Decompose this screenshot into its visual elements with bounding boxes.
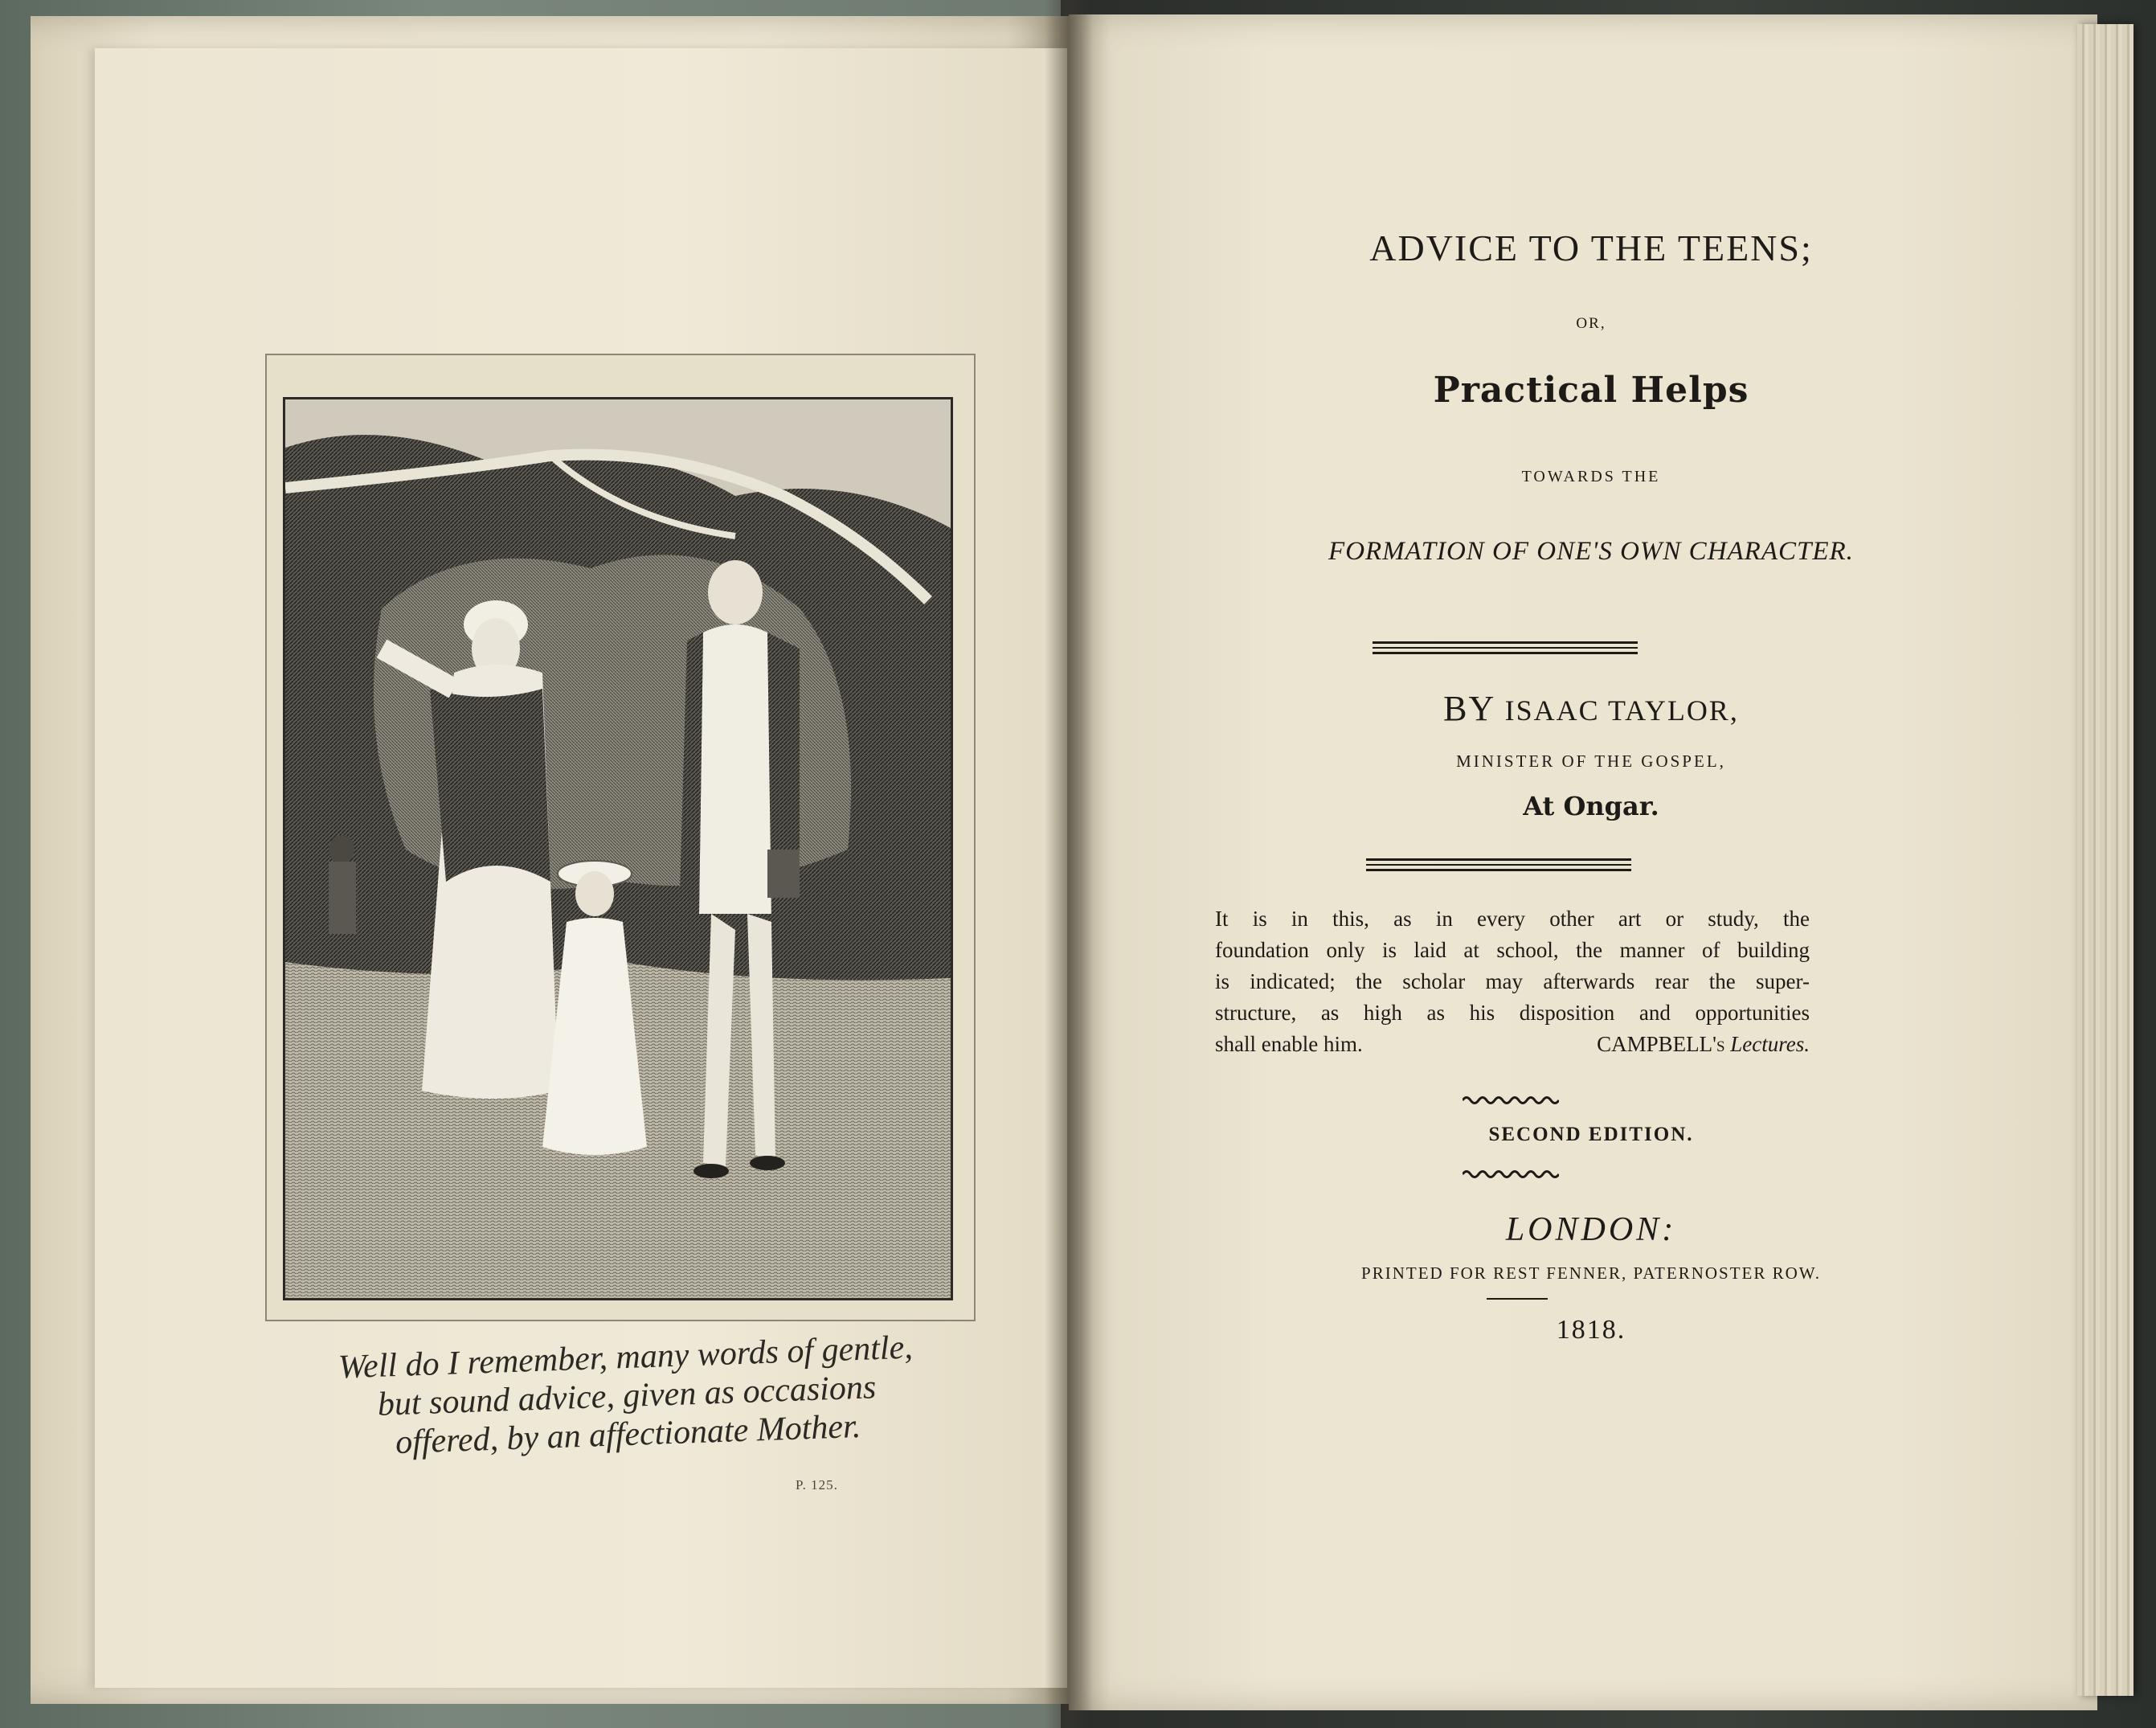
title-or: OR, xyxy=(1576,315,1606,332)
frontispiece-caption: Well do I remember, many words of gentle, but sound advice, given as occasions offered, by an affectionate Mother. xyxy=(338,1329,914,1462)
edition-statement: SECOND EDITION. xyxy=(1488,1124,1694,1145)
book-gutter xyxy=(1045,0,1093,1728)
book-title: ADVICE TO THE TEENS; xyxy=(1369,227,1813,268)
divider-rule xyxy=(1373,641,1638,654)
subtitle-blackletter: Practical Helps xyxy=(1433,370,1749,411)
wavy-ornament xyxy=(1463,1169,1559,1180)
quote-line: structure, as high as his disposition and opportunities xyxy=(1215,1001,1810,1025)
quote-line: foundation only is laid at school, the manner of building xyxy=(1215,938,1810,962)
frontispiece-engraving xyxy=(283,397,953,1300)
author-location: At Ongar. xyxy=(1523,791,1659,821)
author-name: ISAAC TAYLOR, xyxy=(1504,694,1739,727)
author-role: MINISTER OF THE GOSPEL, xyxy=(1456,751,1726,771)
imprint-city: LONDON: xyxy=(1505,1211,1677,1248)
quote-attribution xyxy=(1597,1029,1810,1060)
quote-work: Lectures. xyxy=(1730,1032,1810,1056)
author-line xyxy=(1189,688,1993,729)
author-by: BY xyxy=(1443,689,1495,728)
short-rule xyxy=(1487,1298,1548,1300)
quote-line: shall enable him. xyxy=(1215,1032,1363,1056)
epigraph-quote xyxy=(1215,903,1810,1060)
quote-author: CAMPBELL's xyxy=(1597,1032,1725,1056)
divider-rule xyxy=(1366,858,1631,871)
quote-final-line xyxy=(1215,1029,1810,1060)
imprint-year: 1818. xyxy=(1556,1315,1626,1345)
imprint-publisher: PRINTED FOR REST FENNER, PATERNOSTER ROW. xyxy=(1361,1263,1821,1283)
subtitle-towards: TOWARDS THE xyxy=(1521,468,1661,485)
plate-page-reference: P. 125. xyxy=(796,1477,838,1493)
wavy-ornament xyxy=(1463,1095,1559,1106)
page-fore-edge xyxy=(2077,24,2133,1696)
quote-line: is indicated; the scholar may afterwards rear the super- xyxy=(1215,969,1810,993)
subtitle-formation: FORMATION OF ONE'S OWN CHARACTER. xyxy=(1328,537,1854,566)
quote-line: It is in this, as in every other art or study, the xyxy=(1215,907,1810,931)
